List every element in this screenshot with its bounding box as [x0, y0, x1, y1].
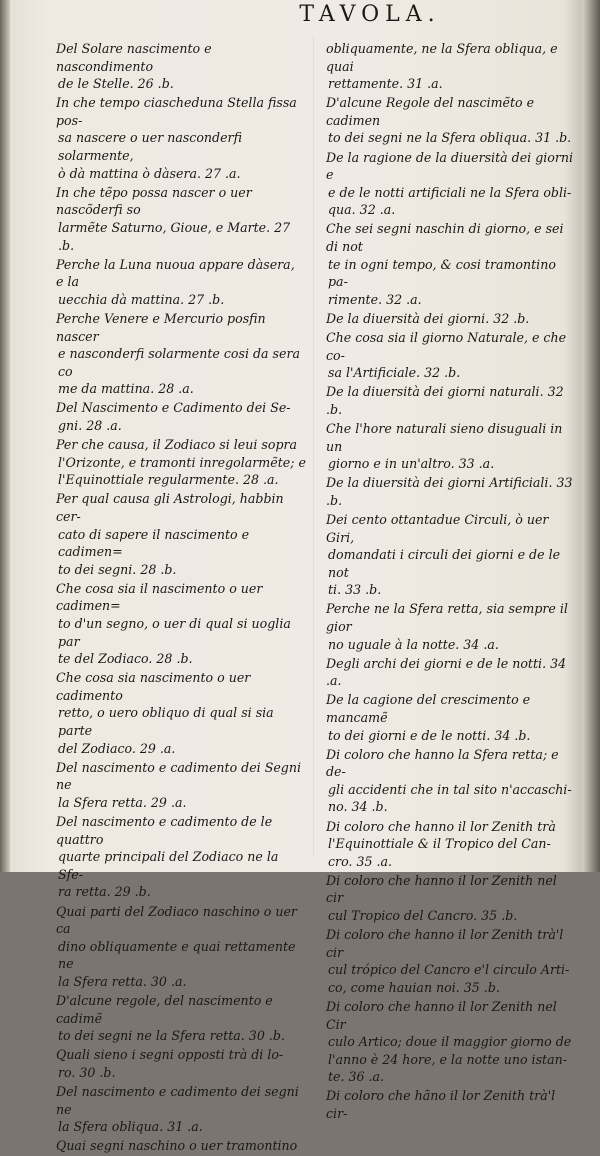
entry-line: Del nascimento e cadimento dei Segni ne	[56, 759, 301, 793]
entry-line: to dei segni ne la Sfera obliqua. 31 .b.	[328, 130, 572, 146]
index-entry	[56, 399, 306, 434]
index-entry	[326, 1087, 574, 1122]
index-entry	[326, 655, 574, 690]
index-entry	[56, 490, 306, 578]
index-entry	[326, 998, 574, 1086]
entry-line: De la diuersità dei giorni. 32 .b.	[326, 310, 530, 326]
entry-line: D'alcune Regole del nascimẽto e cadimen	[326, 95, 535, 128]
index-entry	[326, 94, 574, 147]
index-entry	[326, 600, 574, 653]
entry-line: Di coloro che hanno la Sfera retta; e de-	[326, 746, 559, 780]
index-entry	[326, 310, 574, 328]
entry-line: D'alcune regole, del nascimento e cadimẽ	[56, 992, 273, 1026]
index-entry	[326, 511, 574, 599]
index-entry	[56, 436, 306, 489]
index-entry	[326, 746, 574, 816]
index-entry	[326, 872, 574, 925]
entry-line: la Sfera obliqua. 31 .a.	[58, 1119, 203, 1135]
entry-line: quarte principali del Zodiaco ne la Sfe-	[58, 849, 279, 882]
entry-line: Di coloro che hanno il lor Zenith trà	[326, 818, 556, 834]
index-entry	[326, 40, 574, 93]
index-entry	[56, 256, 306, 309]
entry-line: l'Equinottiale regularmente. 28 .a.	[58, 472, 279, 488]
entry-line: del Zodiaco. 29 .a.	[58, 740, 176, 756]
entry-line: dino obliquamente e quai rettamente ne	[58, 938, 296, 972]
entry-line: obliquamente, ne la Sfera obliqua, e quai	[326, 41, 558, 74]
entry-line: rettamente. 31 .a.	[328, 76, 443, 92]
entry-line: co, come hauian noi. 35 .b.	[328, 979, 500, 995]
entry-line: la Sfera retta. 30 .a.	[58, 973, 187, 989]
entry-line: no. 34 .b.	[328, 799, 388, 815]
entry-line: e nasconderfi solarmente cosi da sera co	[58, 346, 300, 379]
column-divider	[313, 36, 314, 856]
entry-line: te in ogni tempo, & cosi tramontino pa-	[328, 256, 556, 290]
entry-line: Dei cento ottantadue Circuli, ò uer Giri,	[326, 511, 549, 545]
index-entry	[56, 40, 306, 93]
index-entry	[326, 220, 574, 308]
entry-line: sa l'Artificiale. 32 .b.	[328, 365, 461, 381]
index-entry	[326, 420, 574, 473]
entry-line: Di coloro che hanno il lor Zenith nel cir	[326, 872, 557, 906]
entry-line: Del nascimento e cadimento dei segni ne	[56, 1083, 299, 1117]
entry-line: Che cosa sia nascimento o uer cadimento	[56, 670, 251, 703]
index-entry	[56, 94, 306, 182]
entry-line: culo Artico; doue il maggior giorno de	[328, 1034, 572, 1050]
entry-line: De la diuersità dei giorni naturali. 32 .b.	[326, 384, 564, 417]
entry-line: to d'un segno, o uer di qual si uoglia par	[58, 616, 291, 649]
entry-line: to dei segni ne la Sfera retta. 30 .b.	[58, 1028, 285, 1044]
right-column	[326, 40, 574, 1124]
entry-line: Che cosa sia il nascimento o uer cadimen=	[56, 580, 263, 614]
index-entry	[56, 1083, 306, 1136]
index-entry	[56, 310, 306, 398]
index-entry	[56, 669, 306, 757]
entry-line: In che tempo ciascheduna Stella fissa pos-	[56, 95, 297, 128]
entry-line: cato di sapere il nascimento e cadimen=	[58, 526, 250, 560]
entry-line: ro. 30 .b.	[58, 1064, 116, 1080]
entry-line: uecchia dà mattina. 27 .b.	[58, 291, 225, 307]
entry-line: De la cagione del crescimento e mancamẽ	[326, 692, 531, 725]
entry-line: Del Solare nascimento e nascondimento	[56, 41, 212, 74]
entry-line: Del Nascimento e Cadimento dei Se-	[56, 400, 291, 416]
entry-line: rimente. 32 .a.	[328, 291, 422, 307]
entry-line: De la diuersità dei giorni Artificiali. 33 .b.	[326, 475, 573, 508]
entry-line: retto, o uero obliquo di qual si sia parte	[58, 705, 274, 739]
entry-line: Quai segni naschino o uer tramontino	[56, 1138, 298, 1154]
entry-line: no uguale à la notte. 34 .a.	[328, 636, 499, 652]
index-entry	[56, 813, 306, 901]
index-entry	[326, 691, 574, 744]
entry-line: sa nascere o uer nasconderfi solarmente,	[58, 130, 242, 164]
index-entry	[326, 149, 574, 219]
running-title: TAVOLA.	[299, 2, 441, 27]
entry-line: Quai parti del Zodiaco naschino o uer ca	[56, 903, 297, 937]
entry-line: to dei giorni e de le notti. 34 .b.	[328, 727, 531, 743]
index-entry	[326, 818, 574, 871]
page-edge-shadow	[582, 0, 600, 872]
index-entry	[56, 903, 306, 991]
entry-line: to dei segni. 28 .b.	[58, 561, 177, 577]
entry-line: cul trópico del Cancro e'l circulo Arti-	[328, 962, 570, 978]
entry-line: te del Zodiaco. 28 .b.	[58, 651, 193, 667]
index-entry	[326, 329, 574, 382]
entry-line: me da mattina. 28 .a.	[58, 381, 194, 397]
entry-line: e de le notti artificiali ne la Sfera obli-	[328, 184, 572, 200]
entry-line: Di coloro che hanno il lor Zenith nel Cir	[326, 998, 557, 1032]
entry-line: larmẽte Saturno, Gioue, e Marte. 27 .b.	[58, 219, 291, 253]
index-entry	[56, 759, 306, 812]
entry-line: In che tẽpo possa nascer o uer nascõderfi so	[56, 184, 252, 218]
entry-line: cro. 35 .a.	[328, 853, 392, 869]
index-entry	[326, 474, 574, 509]
entry-line: Di coloro che hãno il lor Zenith trà'l cir-	[326, 1088, 556, 1122]
entry-line: de le Stelle. 26 .b.	[58, 76, 174, 92]
entry-line: giorno e in un'altro. 33 .a.	[328, 456, 495, 472]
entry-line: domandati i circuli dei giorni e de le not	[328, 547, 561, 580]
index-entry	[326, 383, 574, 418]
entry-line: Che cosa sia il giorno Naturale, e che co-	[326, 330, 567, 363]
index-entry	[326, 926, 574, 996]
entry-line: De la ragione de la diuersità dei giorni e	[326, 149, 574, 183]
entry-line: cul Tropico del Cancro. 35 .b.	[328, 908, 518, 923]
entry-line: te. 36 .a.	[328, 1069, 385, 1085]
entry-line: l'anno è 24 hore, e la notte uno istan-	[328, 1051, 567, 1067]
entry-line: l'Orizonte, e tramonti inregolarmẽte; e	[58, 454, 306, 470]
entry-line: Perche ne la Sfera retta, sia sempre il gior	[326, 601, 568, 634]
entry-line: gli accidenti che in tal sito n'accaschi-	[328, 781, 572, 797]
entry-line: Perche la Luna nuoua appare dàsera, e la	[56, 256, 295, 290]
index-entry	[56, 184, 306, 254]
entry-line: Di coloro che hanno il lor Zenith trà'l cir	[326, 927, 564, 960]
entry-line: Del nascimento e cadimento de le quattro	[56, 814, 273, 847]
entry-line: Quali sieno i segni opposti trà di lo-	[56, 1047, 284, 1063]
index-entry	[56, 1137, 306, 1155]
entry-line: Che l'hore naturali sieno disuguali in un	[326, 420, 563, 454]
entry-line: ò dà mattina ò dàsera. 27 .a.	[58, 165, 241, 181]
entry-line: ti. 33 .b.	[328, 582, 382, 598]
entry-line: l'Equinottiale & il Tropico del Can-	[328, 836, 551, 852]
index-entry	[56, 580, 306, 668]
entry-line: ra retta. 29 .b.	[58, 884, 151, 900]
page-gutter-shadow	[0, 0, 10, 872]
index-entry	[56, 992, 306, 1045]
entry-line: Per qual causa gli Astrologi, habbin cer-	[56, 491, 284, 524]
entry-line: Che sei segni naschin di giorno, e sei di not	[326, 221, 564, 255]
index-entry	[56, 1046, 306, 1081]
entry-line: Perche Venere e Mercurio posfin nascer	[56, 310, 266, 344]
entry-line: Per che causa, il Zodiaco si leui sopra	[56, 437, 298, 453]
entry-line: Degli archi dei giorni e de le notti. 34 .a.	[326, 655, 567, 689]
entry-line: gni. 28 .a.	[58, 417, 122, 433]
left-column	[56, 40, 306, 1156]
entry-line: qua. 32 .a.	[328, 202, 396, 218]
entry-line: la Sfera retta. 29 .a.	[58, 794, 187, 810]
